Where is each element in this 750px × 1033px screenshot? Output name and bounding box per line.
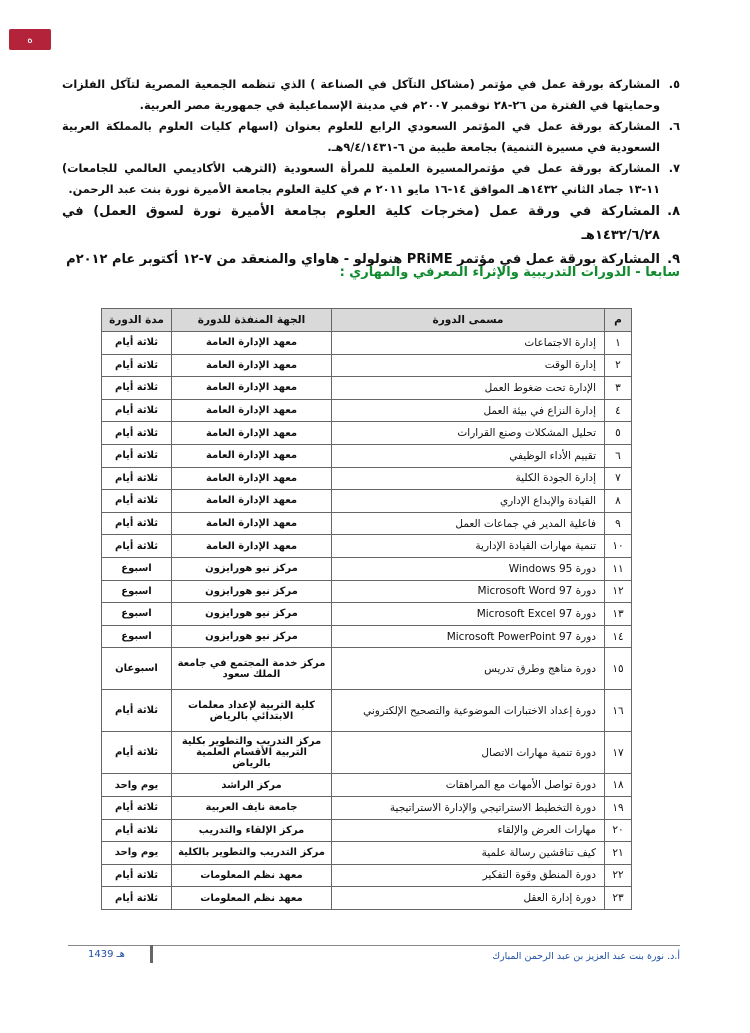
header-duration: مدة الدورة	[102, 309, 172, 332]
cell-organizer: معهد نظم المعلومات	[172, 887, 332, 910]
cell-course-name: دورة تواصل الأمهات مع المراهقات	[332, 774, 605, 797]
list-item-number: ٥.	[668, 78, 680, 91]
cell-duration: ثلاثة أيام	[102, 864, 172, 887]
cell-course-name: الإدارة تحت ضغوط العمل	[332, 377, 605, 400]
cell-duration: يوم واحد	[102, 774, 172, 797]
cell-course-name: كيف تناقشين رسالة علمية	[332, 842, 605, 865]
cell-course-name: دورة Windows 95	[332, 557, 605, 580]
list-item-number: ٧.	[668, 162, 680, 175]
table-row	[102, 557, 632, 580]
cell-organizer: معهد الإدارة العامة	[172, 512, 332, 535]
footer-divider-tick	[150, 945, 153, 963]
cell-organizer: معهد الإدارة العامة	[172, 422, 332, 445]
cell-organizer: مركز الإلقاء والتدريب	[172, 819, 332, 842]
cell-organizer: معهد الإدارة العامة	[172, 354, 332, 377]
cell-duration: ثلاثة أيام	[102, 819, 172, 842]
cell-course-name: دورة إعداد الاختبارات الموضوعية والتصحيح الإلكتروني	[332, 690, 605, 732]
cell-organizer: مركز نيو هورايزون	[172, 625, 332, 648]
cell-course-name: دورة إدارة العقل	[332, 887, 605, 910]
table-row	[102, 467, 632, 490]
cell-num: ١	[605, 332, 632, 355]
cell-duration: يوم واحد	[102, 842, 172, 865]
table-row	[102, 732, 632, 774]
table-row	[102, 354, 632, 377]
courses-table	[101, 308, 632, 910]
cell-num: ٢٣	[605, 887, 632, 910]
cell-duration: اسبوعان	[102, 648, 172, 690]
table-row	[102, 774, 632, 797]
list-item-text: المشاركة بورقة عمل في مؤتمر (مشاكل التآكل في الصناعة ) الذي تنظمه الجمعية المصرية لتآكل الفلزات وحمايتها في الفترة من ٢٦-٢٨ نوفمبر ٢٠٠٧م في مدينة الإسماعيلية في جمهورية مصر العربية.	[62, 78, 660, 112]
cell-duration: ثلاثة أيام	[102, 535, 172, 558]
table-row	[102, 603, 632, 626]
cell-course-name: تقييم الأداء الوظيفي	[332, 444, 605, 467]
cell-num: ٣	[605, 377, 632, 400]
table-row	[102, 842, 632, 865]
page-number-badge: ه	[9, 29, 51, 50]
cell-organizer: معهد نظم المعلومات	[172, 864, 332, 887]
cell-course-name: دورة المنطق وقوة التفكير	[332, 864, 605, 887]
list-item	[62, 158, 680, 200]
cell-num: ٢٢	[605, 864, 632, 887]
table-row	[102, 512, 632, 535]
list-item-text: المشاركة في ورقة عمل (مخرجات كلية العلوم بجامعة الأميرة نورة لسوق العمل) في ١٤٣٢/٦/٢٨هـ	[62, 204, 660, 243]
cell-course-name: إدارة النزاع في بيئة العمل	[332, 399, 605, 422]
cell-organizer: مركز التدريب والتطوير بالكلية	[172, 842, 332, 865]
cell-course-name: فاعلية المدير في جماعات العمل	[332, 512, 605, 535]
table-row	[102, 796, 632, 819]
cell-organizer: معهد الإدارة العامة	[172, 332, 332, 355]
cell-num: ٢٠	[605, 819, 632, 842]
cell-organizer: مركز خدمة المجتمع في جامعة الملك سعود	[172, 648, 332, 690]
cell-organizer: مركز نيو هورايزون	[172, 557, 332, 580]
cell-course-name: القيادة والإبداع الإداري	[332, 490, 605, 513]
cell-organizer: معهد الإدارة العامة	[172, 444, 332, 467]
cell-course-name: دورة Microsoft Excel 97	[332, 603, 605, 626]
cell-organizer: جامعة نايف العربية	[172, 796, 332, 819]
list-item-number: ٦.	[668, 120, 680, 133]
table-row	[102, 864, 632, 887]
list-item	[62, 74, 680, 116]
cell-duration: اسبوع	[102, 625, 172, 648]
cell-course-name: دورة Microsoft PowerPoint 97	[332, 625, 605, 648]
cell-duration: ثلاثة أيام	[102, 422, 172, 445]
cell-num: ١٠	[605, 535, 632, 558]
cell-duration: ثلاثة أيام	[102, 796, 172, 819]
table-row	[102, 490, 632, 513]
table-row	[102, 535, 632, 558]
cell-num: ٢١	[605, 842, 632, 865]
cell-num: ٨	[605, 490, 632, 513]
table-header-row	[102, 309, 632, 332]
cell-duration: اسبوع	[102, 580, 172, 603]
cell-organizer: معهد الإدارة العامة	[172, 467, 332, 490]
cell-course-name: دورة تنمية مهارات الاتصال	[332, 732, 605, 774]
table-row	[102, 690, 632, 732]
list-item	[62, 116, 680, 158]
section-title: سابعا - الدورات التدريبية والإثراء المعرفي والمهاري :	[339, 265, 680, 280]
cell-course-name: دورة مناهج وطرق تدريس	[332, 648, 605, 690]
cell-duration: ثلاثة أيام	[102, 377, 172, 400]
list-item-text: المشاركة بورقة عمل في مؤتمرالمسيرة العلمية للمرأة السعودية (الترهب الأكاديمي العالمي للجامعات) ١١-١٣ جماد الثاني ١٤٣٢هـ الموافق ١٤-١٦ مايو ٢٠١١ م في كلية العلوم بجامعة الأميرة نورة بنت عبد الرحمن.	[62, 162, 660, 196]
cell-course-name: دورة التخطيط الاستراتيجي والإدارة الاستراتيجية	[332, 796, 605, 819]
list-item	[62, 200, 680, 248]
cell-num: ١٤	[605, 625, 632, 648]
cell-duration: اسبوع	[102, 603, 172, 626]
table-row	[102, 819, 632, 842]
cell-num: ١٧	[605, 732, 632, 774]
table-row	[102, 332, 632, 355]
table-row	[102, 625, 632, 648]
cell-organizer: معهد الإدارة العامة	[172, 377, 332, 400]
cell-num: ١٥	[605, 648, 632, 690]
cell-duration: اسبوع	[102, 557, 172, 580]
cell-organizer: معهد الإدارة العامة	[172, 535, 332, 558]
cell-duration: ثلاثة أيام	[102, 512, 172, 535]
cell-course-name: مهارات العرض والإلقاء	[332, 819, 605, 842]
table-row	[102, 648, 632, 690]
cell-course-name: إدارة الوقت	[332, 354, 605, 377]
cell-organizer: معهد الإدارة العامة	[172, 490, 332, 513]
cell-num: ٦	[605, 444, 632, 467]
header-organizer: الجهة المنفذة للدورة	[172, 309, 332, 332]
cell-duration: ثلاثة أيام	[102, 354, 172, 377]
header-course-name: مسمى الدورة	[332, 309, 605, 332]
cell-course-name: إدارة الاجتماعات	[332, 332, 605, 355]
table-row	[102, 444, 632, 467]
table-row	[102, 377, 632, 400]
cell-duration: ثلاثة أيام	[102, 332, 172, 355]
cell-duration: ثلاثة أيام	[102, 444, 172, 467]
footer-divider	[68, 945, 680, 946]
cell-num: ١٨	[605, 774, 632, 797]
cell-duration: ثلاثة أيام	[102, 467, 172, 490]
cell-organizer: مركز التدريب والتطوير بكلية التربية الأقسام العلمية بالرياض	[172, 732, 332, 774]
list-item-text: المشاركة بورقة عمل في مؤتمر PRiME هنولولو - هاواي والمنعقد من ٧-١٢ أكتوبر عام ٢٠١٢م	[66, 252, 660, 267]
list-item-number: ٩.	[667, 252, 680, 267]
cell-course-name: إدارة الجودة الكلية	[332, 467, 605, 490]
cell-duration: ثلاثة أيام	[102, 399, 172, 422]
cell-organizer: معهد الإدارة العامة	[172, 399, 332, 422]
cell-organizer: مركز الراشد	[172, 774, 332, 797]
cell-duration: ثلاثة أيام	[102, 690, 172, 732]
cell-num: ٤	[605, 399, 632, 422]
cell-num: ٧	[605, 467, 632, 490]
table-row	[102, 399, 632, 422]
cell-duration: ثلاثة أيام	[102, 490, 172, 513]
header-num: م	[605, 309, 632, 332]
footer-year: 1439 هـ	[88, 949, 125, 960]
cell-course-name: تنمية مهارات القيادة الإدارية	[332, 535, 605, 558]
table-row	[102, 887, 632, 910]
cell-num: ٩	[605, 512, 632, 535]
cell-organizer: مركز نيو هورايزون	[172, 603, 332, 626]
cell-course-name: تحليل المشكلات وصنع القرارات	[332, 422, 605, 445]
table-body	[102, 332, 632, 910]
list-item-number: ٨.	[667, 204, 680, 219]
cell-organizer: مركز نيو هورايزون	[172, 580, 332, 603]
cell-num: ٥	[605, 422, 632, 445]
cell-num: ١٦	[605, 690, 632, 732]
table-row	[102, 422, 632, 445]
cell-duration: ثلاثة أيام	[102, 887, 172, 910]
cell-num: ١٩	[605, 796, 632, 819]
cell-num: ٢	[605, 354, 632, 377]
cell-course-name: دورة Microsoft Word 97	[332, 580, 605, 603]
cell-num: ١٣	[605, 603, 632, 626]
cell-num: ١٢	[605, 580, 632, 603]
cell-num: ١١	[605, 557, 632, 580]
footer-author: أ.د. نورة بنت عبد العزيز بن عبد الرحمن المبارك	[492, 951, 680, 962]
table-row	[102, 580, 632, 603]
participation-list	[62, 74, 680, 272]
cell-organizer: كلية التربية لإعداد معلمات الابتدائي بالرياض	[172, 690, 332, 732]
list-item-text: المشاركة بورقة عمل في المؤتمر السعودي الرابع للعلوم بعنوان (اسهام كليات العلوم بالمملكة العربية السعودية في مسيرة التنمية) بجامعة طيبة من ٦-٩/٤/١٤٣١هـ.	[62, 120, 660, 154]
cell-duration: ثلاثة أيام	[102, 732, 172, 774]
